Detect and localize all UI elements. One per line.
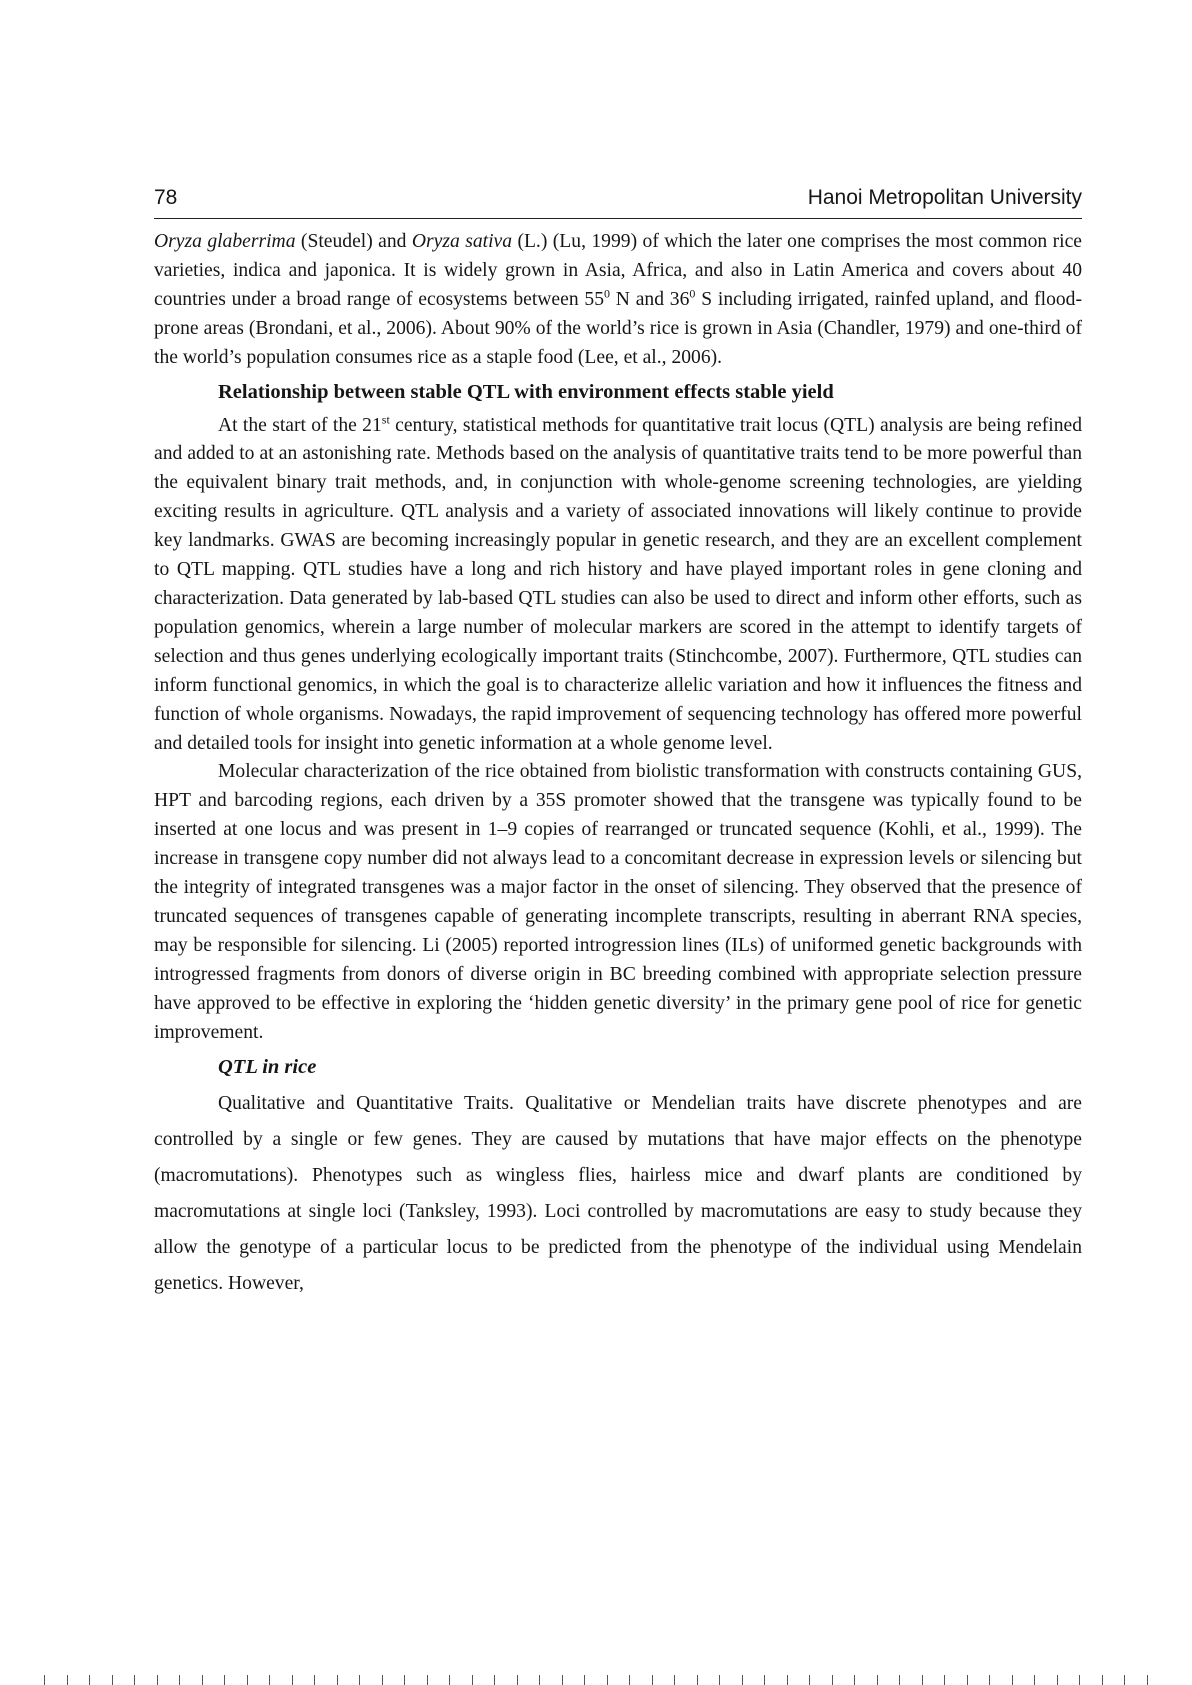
paragraph-molecular-characterization: Molecular characterization of the rice obtained from biolistic transformation with constructs containing GUS, HPT and barcoding regions, each driven by a 35S promoter showed that the transgene was typically found to be inserted at one locus and was present in 1–9 copies of rearranged or truncated sequence (Kohli, et al., 1999). The increase in transgene copy number did not always lead to a concomitant decrease in expression levels or silencing but the integrity of integrated transgenes was a major factor in the onset of silencing. They observed that the presence of truncated sequences of transgenes capable of generating incomplete transcripts, resulting in aberrant RNA species, may be responsible for silencing. Li (2005) reported introgression lines (ILs) of uniformed genetic backgrounds with introgressed fragments from donors of diverse origin in BC breeding combined with appropriate selection pressure have approved to be effective in exploring the ‘hidden genetic diversity’ in the primary gene pool of rice for genetic improvement. (154, 761, 1082, 1043)
text-run: S including irrigated, rainfed upland, and flood-prone areas (Brondani, et al., 2006). About 90% of the world’s rice is grown in Asia (Chandler, 1979) and one-third of the world’s population consumes rice as a staple food (Lee, et al., 2006). (154, 288, 1082, 368)
page-bottom-ruler (0, 1671, 1192, 1685)
paragraph-species (154, 228, 1082, 373)
page-header (154, 178, 1082, 219)
paragraph-qtl-methods (154, 412, 1082, 759)
body-text (154, 228, 1082, 1302)
species-name: Oryza glaberrima (154, 231, 296, 252)
text-run: century, statistical methods for quantitative trait locus (QTL) analysis are being refined and added to at an astonishing rate. Methods based on the analysis of quantitative traits tend to be more powerful than the equivalent binary trait methods, and, in conjunction with whole-genome screening technologies, are yielding exciting results in agriculture. QTL analysis and a variety of associated innovations will likely continue to provide key landmarks. GWAS are becoming increasingly popular in genetic research, and they are an excellent complement to QTL mapping. QTL studies have a long and rich history and have played important roles in gene cloning and characterization. Data generated by lab-based QTL studies can also be used to direct and inform other efforts, such as population genomics, wherein a large number of molecular markers are scored in the attempt to identify targets of selection and thus genes underlying ecologically important traits (Stinchcombe, 2007). Furthermore, QTL studies can inform functional genomics, in which the goal is to characterize allelic variation and how it influences the fitness and function of whole organisms. Nowadays, the rapid improvement of sequencing technology has offered more powerful and detailed tools for insight into genetic information at a whole genome level. (154, 414, 1082, 754)
text-run: At the start of the 21 (218, 414, 382, 436)
text-run: (L.) (Lu, 1999) of which the later one comprises the most common rice varieties, indica and japonica. It is widely grown in Asia, Africa, and also in Latin America and covers about 40 countries under a broad range of ecosystems between 55 (154, 231, 1082, 310)
superscript: st (381, 412, 390, 426)
superscript: 0 (604, 286, 610, 301)
running-head: Hanoi Metropolitan University (807, 186, 1082, 209)
superscript: 0 (689, 286, 696, 301)
page-number: 78 (154, 186, 178, 209)
subsection-heading: QTL in rice (218, 1056, 317, 1079)
paragraph-qualitative-traits: Qualitative and Quantitative Traits. Qualitative or Mendelian traits have discrete phenotypes and are controlled by a single or few genes. They are caused by mutations that have major effects on the phenotype (macromutations). Phenotypes such as wingless flies, hairless mice and dwarf plants are conditioned by macromutations at single loci (Tanksley, 1993). Loci controlled by macromutations are easy to study because they allow the genotype of a particular locus to be predicted from the phenotype of the individual using Mendelain genetics. However, (154, 1093, 1082, 1295)
text-run: N and 36 (610, 288, 690, 310)
section-heading: Relationship between stable QTL with environment effects stable yield (218, 380, 834, 403)
species-name: Oryza sativa (411, 231, 513, 252)
text-run: (Steudel) and (295, 231, 412, 252)
